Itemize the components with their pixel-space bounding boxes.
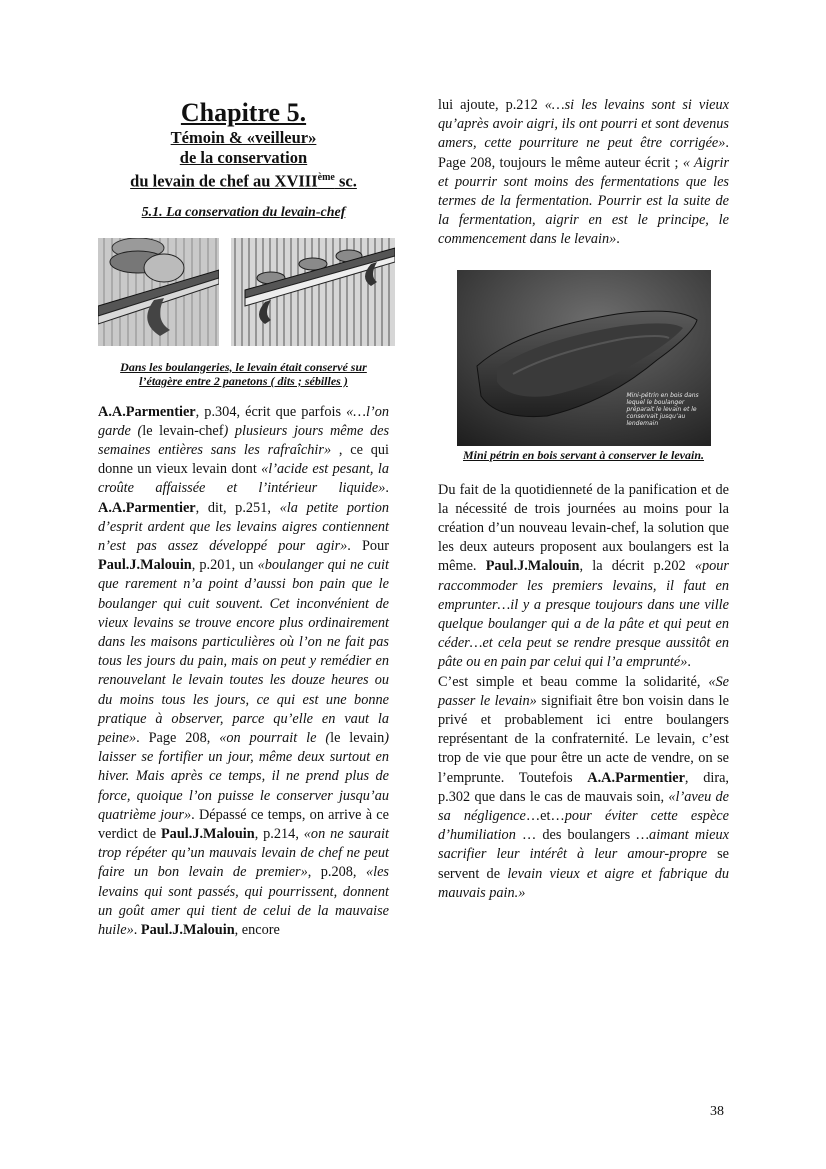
left-column-run: «les levains qui sont passés, qui pourrissent, donnent un goût amer qui tient de celui de la mauvaise huile»	[98, 864, 389, 938]
chapter-subtitle-line3-suffix: sc.	[334, 171, 357, 191]
right-body-text-middle	[438, 481, 729, 673]
photo-inset-line1: Mini-pétrin en bois dans	[626, 391, 699, 399]
right-column-last-run: A.A.Parmentier	[587, 769, 685, 786]
left-column-run: «la petite portion d’esprit ardent que les levains aigres contiennent n’est pas assez développé pour agir»	[98, 499, 389, 554]
left-column-run: , p.201, un	[191, 557, 258, 574]
engraving-shelf-closeup	[98, 238, 219, 346]
left-body-text	[98, 403, 389, 941]
left-column-run: le levain	[330, 729, 385, 746]
left-column-run: .	[133, 921, 141, 938]
left-column-run: A.A.Parmentier	[98, 403, 196, 420]
right-column-last-run: … des boulangers	[515, 827, 637, 844]
left-column-run: «l’acide est pesant, la croûte affaissée et l’intérieur liquide»	[98, 461, 389, 497]
left-column-run: Paul.J.Malouin	[140, 921, 235, 938]
right-column-top-run: .	[616, 231, 620, 248]
right-column-last-run: , dira, p.302 que dans le cas de mauvais soin,	[438, 769, 730, 805]
right-column-last-run: levain vieux et aigre et fabrique du mauvais pain.»	[438, 865, 729, 901]
right-column-last-run: signifiait être bon voisin dans le privé et probablement ici entre boulangers représentant de la confraternité. Le levain, c’est trop de vie que pour être un acte de vendre, on se l’emprunte. Toutefois	[438, 692, 729, 786]
chapter-subtitle-line2: de la conservation	[179, 148, 308, 167]
right-body-text-bottom	[438, 673, 729, 903]
left-column-run: ) plusieurs jours même des semaines entières sans les rafraîchir»	[98, 422, 390, 458]
left-column-run: . Pour	[347, 537, 389, 554]
right-column-last-run: …et…	[525, 808, 565, 825]
right-column-last-run: se servent de	[438, 846, 729, 882]
right-column-last-run: …aimant mieux sacrifier leur intérêt à leur amour-propre	[438, 827, 729, 863]
photo-inset-text	[627, 392, 709, 427]
right-column-bottom-run: Du fait de la quotidienneté de la panification et de la nécessité de trois journées au moins pour la création d’un nouveau levain-chef, la solution que les deux auteurs proposent aux boulangers est la même.	[438, 481, 729, 575]
left-column-run: . Dépassé ce temps, on arrive à ce verdict de	[98, 806, 389, 842]
right-column-bottom-run: , la décrit p.202	[579, 558, 695, 575]
right-column-last-run: pour éviter cette espèce d’humiliation	[438, 808, 729, 844]
left-column-run: , encore	[234, 921, 280, 938]
engraving-shelf-wide	[231, 238, 395, 346]
left-column-run: , ce qui donne un vieux levain dont	[98, 441, 389, 478]
page-number: 38	[710, 1104, 724, 1119]
figure-caption-line2: l’étagère entre 2 panetons ( dits ; sébilles )	[139, 374, 348, 388]
left-column-run: , p.214,	[254, 825, 304, 842]
figure-caption	[98, 360, 389, 389]
section-title: 5.1. La conservation du levain-chef	[141, 204, 346, 220]
right-column-bottom-run: .	[687, 654, 691, 671]
photo-inset-line4: conservait jusqu’au	[626, 412, 686, 420]
left-column-run: A.A.Parmentier	[98, 499, 196, 516]
photo-inset-line3: préparait le levain et le	[626, 405, 697, 413]
right-column-last-run: C’est simple et beau comme la solidarité,	[438, 673, 709, 690]
photo-inset-line5: lendemain	[626, 419, 659, 427]
left-column-run: .	[385, 480, 389, 497]
chapter-subtitle-line3	[98, 168, 389, 192]
right-body-text-top	[438, 96, 729, 250]
chapter-subtitle-line3-text: du levain de chef au XVIII	[130, 171, 318, 191]
wooden-trough-photo	[457, 270, 711, 446]
photo-caption: Mini pétrin en bois servant à conserver le levain.	[463, 447, 704, 462]
right-column-bottom-run: Paul.J.Malouin	[485, 558, 580, 575]
left-column-run: Paul.J.Malouin	[98, 557, 192, 574]
left-column-run: , p.208,	[307, 864, 366, 881]
right-column-top-run: « Aigrir et pourrir sont moins des fermentations que les termes de la fermentation. Pourrir est la suite de la fermentation, aigrir en est le principe, le commencement dans le levain»	[438, 154, 730, 248]
engraving-figures	[98, 238, 389, 346]
right-column-last-run: «l’aveu de sa négligence	[438, 788, 729, 825]
left-column-run: ) laisser se fortifier un jour, même deux surtout en hiver. Mais après ce temps, il ne prend plus de force, quoique l’on puisse le conserver jusqu’au quatrième jour»	[98, 729, 390, 823]
right-column-top-run: lui ajoute, p.212	[438, 97, 545, 113]
left-column-run: . Page 208,	[136, 729, 220, 746]
left-column-run: «on pourrait le (	[219, 729, 331, 746]
right-column-last-run: «Se passer le levain»	[438, 673, 729, 709]
left-column	[98, 96, 389, 940]
left-column-run: «boulanger qui ne cuit que rarement n’a point d’aussi bon pain que le boulanger qui cuit souvent. Cet inconvénient de vieux levains se trouve encore plus ordinairement dans les maisons particulières où l’on ne fait pas tous les jours du pain, mais on peut y remédier en renouvelant le levain toutes les douze heures ou du moins tous les jours, ce qui est une bonne pratique à observer, parce qu’elle en vaut la peine»	[98, 557, 389, 746]
left-column-run: le levain-chef	[142, 422, 224, 439]
chapter-subtitle-sup: ème	[317, 172, 335, 183]
right-column	[438, 96, 729, 903]
left-column-run: «…l’on garde (	[98, 403, 389, 439]
figure-caption-line1: Dans les boulangeries, le levain était conservé sur	[120, 359, 367, 374]
right-column-top-run: . Page 208, toujours le même auteur écrit ;	[438, 135, 729, 171]
left-column-run: , dit, p.251,	[195, 499, 280, 516]
chapter-title: Chapitre 5.	[180, 98, 307, 127]
left-column-run: , p.304, écrit que parfois	[195, 403, 347, 420]
left-column-run: Paul.J.Malouin	[160, 825, 255, 842]
chapter-subtitle-line1: Témoin & «veilleur»	[170, 128, 317, 147]
right-column-bottom-run: «pour raccommoder les premiers levains, il faut en emprunter…il y a presque toujours dans une ville quelque boulanger qui a de la pâte et qui peut en céder…et cela peut se rendre presque aussitôt en pâte ou en pain par celui qui l’a emprunté»	[438, 558, 729, 671]
right-column-top-run: «…si les levains sont si vieux qu’après avoir aigri, ils ont pourri et sont devenus amers, cette pourriture ne peut être corrigée»	[438, 97, 730, 152]
photo-inset-line2: lequel le boulanger	[626, 398, 685, 406]
left-column-run: «on ne saurait trop répéter qu’un mauvais levain de chef ne peut faire un bon levain de premier»	[98, 825, 389, 881]
